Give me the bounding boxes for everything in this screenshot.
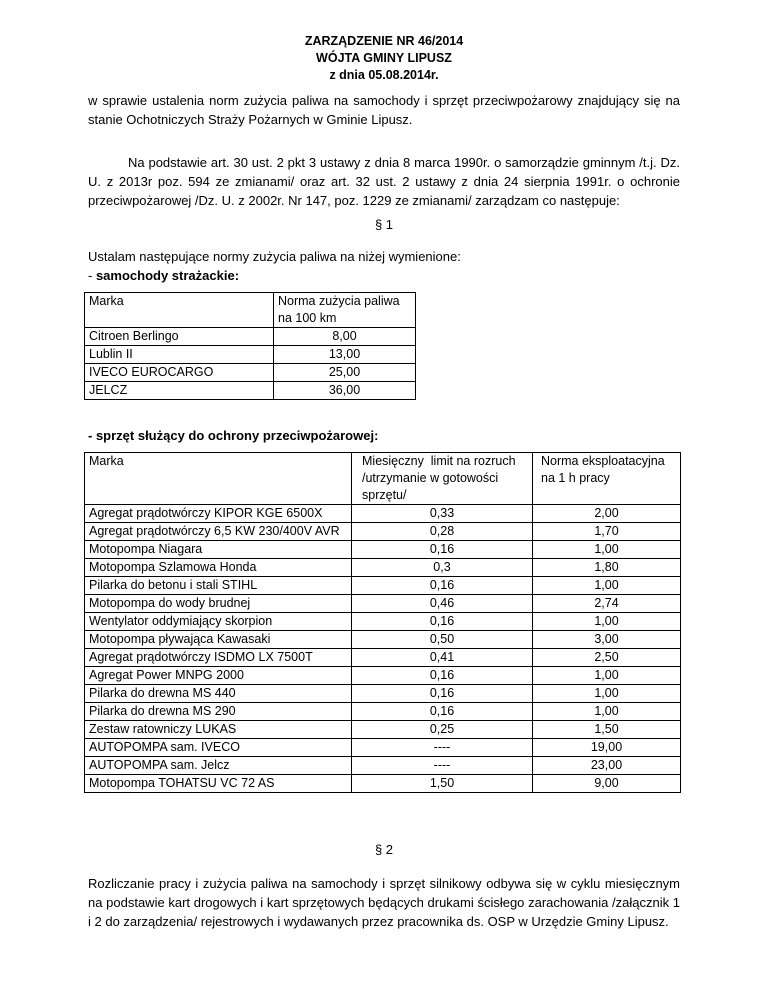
table-row xyxy=(85,721,681,739)
cell-brand: Citroen Berlingo xyxy=(85,328,274,346)
vehicles-heading-prefix: - xyxy=(88,268,96,283)
cell-norm: 1,00 xyxy=(533,577,681,595)
cell-monthly: 1,50 xyxy=(352,775,533,793)
cell-norm: 19,00 xyxy=(533,739,681,757)
cell-brand: Motopompa TOHATSU VC 72 AS xyxy=(85,775,352,793)
table-row xyxy=(85,364,416,382)
cell-monthly: 0,16 xyxy=(352,577,533,595)
cell-norm: 1,80 xyxy=(533,559,681,577)
table-header-row xyxy=(85,453,681,505)
cell-monthly: 0,41 xyxy=(352,649,533,667)
table-row xyxy=(85,595,681,613)
header-brand: Marka xyxy=(85,453,352,505)
cell-norm: 1,70 xyxy=(533,523,681,541)
table-row xyxy=(85,328,416,346)
equipment-fuel-table xyxy=(84,452,681,793)
cell-brand: Agregat prądotwórczy KIPOR KGE 6500X xyxy=(85,505,352,523)
section-2-text: Rozliczanie pracy i zużycia paliwa na samochody i sprzęt silnikowy odbywa się w cyklu miesięcznym na podstawie kart drogowych i kart sprzętowych będących drukami ścisłego zarachowania /załącznik 1 i 2 do zarządzenia/ rejestrowych i wydawanych przez pracownika ds. OSP w Urzędzie Gminy Lipusz. xyxy=(88,876,680,929)
document-date: z dnia 05.08.2014r. xyxy=(329,68,439,82)
document-title-line1: ZARZĄDZENIE NR 46/2014 xyxy=(304,34,464,48)
cell-monthly: 0,3 xyxy=(352,559,533,577)
cell-monthly: 0,16 xyxy=(352,685,533,703)
cell-brand: Wentylator oddymiający skorpion xyxy=(85,613,352,631)
table-row xyxy=(85,613,681,631)
cell-brand: JELCZ xyxy=(85,382,274,400)
cell-norm: 2,74 xyxy=(533,595,681,613)
vehicles-heading-label: samochody strażackie: xyxy=(95,268,240,283)
legal-basis-paragraph: Na podstawie art. 30 ust. 2 pkt 3 ustawy z dnia 8 marca 1990r. o samorządzie gminnym /t.j. Dz. U. z 2013r poz. 594 ze zmianami/ oraz art. 32 ust. 2 ustawy z dnia 24 sierpnia 1991r. o ochronie przeciwpożarowej /Dz. U. z 2002r. Nr 147, poz. 1229 ze zmianami/ zarządzam co następuje: xyxy=(88,155,680,208)
cell-brand: Pilarka do drewna MS 290 xyxy=(85,703,352,721)
table-row xyxy=(85,577,681,595)
cell-norm: 23,00 xyxy=(533,757,681,775)
cell-monthly: 0,50 xyxy=(352,631,533,649)
header-brand: Marka xyxy=(85,293,274,328)
cell-monthly: 0,16 xyxy=(352,613,533,631)
cell-norm: 8,00 xyxy=(274,328,416,346)
table-row xyxy=(85,382,416,400)
cell-brand: Lublin II xyxy=(85,346,274,364)
table-row xyxy=(85,685,681,703)
cell-norm: 1,50 xyxy=(533,721,681,739)
cell-brand: Motopompa Niagara xyxy=(85,541,352,559)
cell-norm: 36,00 xyxy=(274,382,416,400)
cell-norm: 1,00 xyxy=(533,703,681,721)
section-2-mark: § 2 xyxy=(374,842,394,857)
table-row xyxy=(85,631,681,649)
table-row xyxy=(85,541,681,559)
cell-brand: Zestaw ratowniczy LUKAS xyxy=(85,721,352,739)
cell-norm: 1,00 xyxy=(533,685,681,703)
header-norm: Norma zużycia paliwa na 100 km xyxy=(274,293,416,328)
cell-norm: 2,00 xyxy=(533,505,681,523)
table-row xyxy=(85,775,681,793)
cell-brand: Motopompa pływająca Kawasaki xyxy=(85,631,352,649)
table-row xyxy=(85,649,681,667)
cell-norm: 9,00 xyxy=(533,775,681,793)
document-title-line2: WÓJTA GMINY LIPUSZ xyxy=(316,51,452,65)
equipment-heading: - sprzęt służący do ochrony przeciwpożarowej: xyxy=(88,428,379,443)
section-1-intro: Ustalam następujące normy zużycia paliwa na niżej wymienione: xyxy=(88,249,461,264)
cell-brand: Pilarka do drewna MS 440 xyxy=(85,685,352,703)
cell-brand: Agregat prądotwórczy ISDMO LX 7500T xyxy=(85,649,352,667)
cell-monthly: 0,25 xyxy=(352,721,533,739)
cell-norm: 3,00 xyxy=(533,631,681,649)
cell-brand: Agregat prądotwórczy 6,5 KW 230/400V AVR xyxy=(85,523,352,541)
cell-monthly: 0,16 xyxy=(352,541,533,559)
cell-norm: 13,00 xyxy=(274,346,416,364)
cell-norm: 1,00 xyxy=(533,541,681,559)
cell-monthly: 0,16 xyxy=(352,703,533,721)
cell-norm: 2,50 xyxy=(533,649,681,667)
table-row xyxy=(85,346,416,364)
cell-brand: AUTOPOMPA sam. IVECO xyxy=(85,739,352,757)
vehicles-fuel-table xyxy=(84,292,416,400)
cell-norm: 1,00 xyxy=(533,613,681,631)
table-row xyxy=(85,523,681,541)
cell-brand: Motopompa Szlamowa Honda xyxy=(85,559,352,577)
cell-brand: Pilarka do betonu i stali STIHL xyxy=(85,577,352,595)
cell-monthly: 0,16 xyxy=(352,667,533,685)
cell-monthly: 0,28 xyxy=(352,523,533,541)
table-row xyxy=(85,559,681,577)
table-row xyxy=(85,703,681,721)
table-row xyxy=(85,757,681,775)
table-header-row xyxy=(85,293,416,328)
header-operating-norm: Norma eksploatacyjna na 1 h pracy xyxy=(533,453,681,505)
cell-monthly: ---- xyxy=(352,739,533,757)
cell-norm: 25,00 xyxy=(274,364,416,382)
vehicles-heading xyxy=(88,266,680,285)
table-row xyxy=(85,505,681,523)
cell-norm: 1,00 xyxy=(533,667,681,685)
header-monthly-limit: Miesięczny limit na rozruch /utrzymanie w gotowości sprzętu/ xyxy=(352,453,533,505)
cell-monthly: 0,46 xyxy=(352,595,533,613)
cell-brand: IVECO EUROCARGO xyxy=(85,364,274,382)
cell-brand: Motopompa do wody brudnej xyxy=(85,595,352,613)
section-1-mark: § 1 xyxy=(374,217,394,232)
cell-brand: Agregat Power MNPG 2000 xyxy=(85,667,352,685)
cell-monthly: ---- xyxy=(352,757,533,775)
table-row xyxy=(85,739,681,757)
cell-brand: AUTOPOMPA sam. Jelcz xyxy=(85,757,352,775)
cell-monthly: 0,33 xyxy=(352,505,533,523)
document-subject: w sprawie ustalenia norm zużycia paliwa na samochody i sprzęt przeciwpożarowy znajdujący się na stanie Ochotniczych Straży Pożarnych w Gminie Lipusz. xyxy=(88,93,680,127)
table-row xyxy=(85,667,681,685)
